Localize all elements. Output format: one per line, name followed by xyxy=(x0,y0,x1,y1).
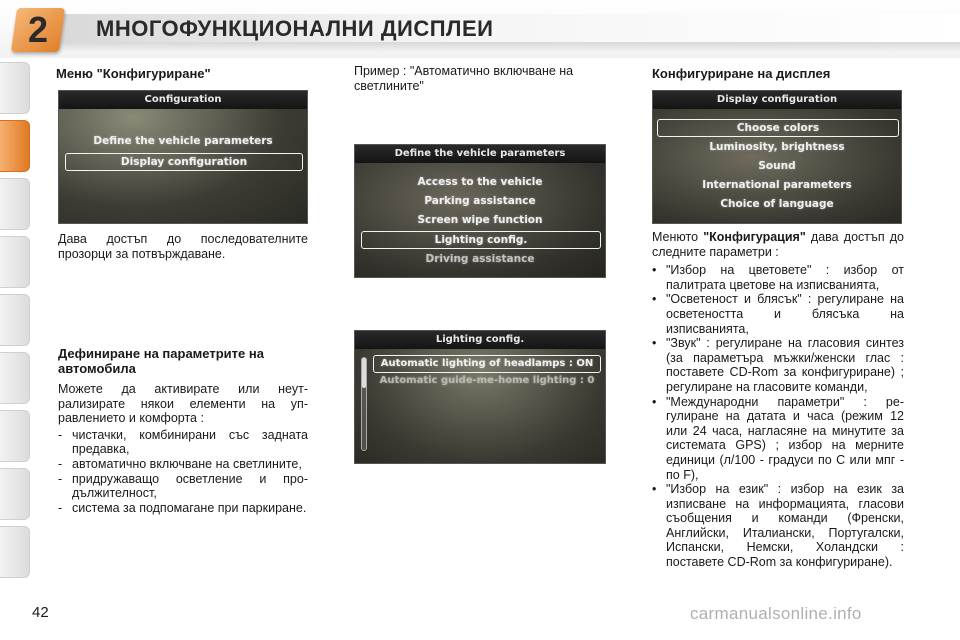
list-item: - система за подпомагане при паркиране. xyxy=(58,501,308,516)
screen-title: Define the vehicle parameters xyxy=(355,145,605,163)
screen-lighting-config xyxy=(354,330,606,464)
screen-item: Screen wipe function xyxy=(417,214,543,226)
section-heading-config-menu: Меню "Конфигуриране" xyxy=(56,66,211,81)
screen-item: Parking assistance xyxy=(424,195,536,207)
list-item: • "Осветеност и блясък" : регулиране на осветеността и блясъка на изписванията, xyxy=(652,292,904,336)
column-left xyxy=(56,60,310,81)
screen-title: Lighting config. xyxy=(355,331,605,349)
list-item: - придружаващо осветление и продължителност, xyxy=(58,472,308,501)
chapter-tab-7[interactable] xyxy=(0,410,30,462)
screen-scrollbar xyxy=(361,357,367,451)
caption-example: Пример : "Автоматично включване на светлините" xyxy=(354,64,574,93)
screen-title: Display configuration xyxy=(653,91,901,109)
chapter-tab-3[interactable] xyxy=(0,178,30,230)
section-display-config xyxy=(652,66,904,81)
section-vehicle-params xyxy=(58,346,308,515)
chapter-number: 2 xyxy=(27,9,49,50)
watermark: carmanualsonline.info xyxy=(690,604,862,623)
screen-vehicle-params xyxy=(354,144,606,278)
screen-item-selected: Display configuration xyxy=(65,153,303,171)
display-config-intro: Менюто "Конфигурация" дава достъп до следните параметри : xyxy=(652,230,904,259)
screen-item-selected: Lighting config. xyxy=(361,231,601,249)
display-config-text xyxy=(652,230,904,570)
section-text: Можете да активирате или неутрализирате някои елементи на управлението и комфорта : xyxy=(58,382,308,426)
screen-item: Driving assistance xyxy=(425,253,535,265)
chapter-tab-9[interactable] xyxy=(0,526,30,578)
section-heading-vehicle-params: Дефиниране на параметрите на автомобила xyxy=(58,346,264,376)
list-item: - чистачки, комбинирани със задната предавка, xyxy=(58,428,308,457)
chapter-tab-1[interactable] xyxy=(0,62,30,114)
screen-item: Automatic guide-me-home lighting : 0 xyxy=(379,375,595,386)
screen-display-configuration xyxy=(652,90,902,224)
caption-config: Дава достъп до последователните прозорци за потвърждаване. xyxy=(58,232,308,261)
page-title: МНОГОФУНКЦИОНАЛНИ ДИСПЛЕИ xyxy=(96,16,494,41)
screen-item: International parameters xyxy=(702,179,852,191)
screen-item: Choice of language xyxy=(720,198,834,210)
section-heading-display-config: Конфигуриране на дисплея xyxy=(652,66,831,81)
list-item: • "Избор на език" : избор на език за изписване на информацията, гласови съобщения и команди (Френски, Английски, Италиански, Португалски, Испански, Немски, Холандски : поставете CD-Rom за конфигуриране). xyxy=(652,482,904,570)
screen-configuration xyxy=(58,90,308,224)
page-number: 42 xyxy=(32,604,49,621)
screen-item-selected: Automatic lighting of headlamps : ON xyxy=(373,355,601,373)
list-item: - автоматично включване на светлините, xyxy=(58,457,308,472)
chapter-tab-6[interactable] xyxy=(0,352,30,404)
display-params-list xyxy=(652,263,904,569)
list-item: • "Звук" : регулиране на гласовия синтез (за параметъра мъжки/женски глас : поставете CD-Rom за конфигуриране) ; регулиране на гласовите команди, xyxy=(652,336,904,394)
screen-item: Access to the vehicle xyxy=(417,176,543,188)
list-item: • "Избор на цветовете" : избор от палитрата цветове на изписванията, xyxy=(652,263,904,292)
screen-item: Sound xyxy=(758,160,796,172)
chapter-tab-4[interactable] xyxy=(0,236,30,288)
chapter-tab-8[interactable] xyxy=(0,468,30,520)
screen-item: Define the vehicle parameters xyxy=(93,135,273,147)
list-item: • "Международни параметри" : регулиране на датата и часа (режим 12 или 24 часа, нагласяне на минутите за системата GPS) ; избор на мерните единици (л/100 - градуси по С или мпг - по F), xyxy=(652,395,904,483)
screen-item: Luminosity, brightness xyxy=(709,141,845,153)
screen-item-selected: Choose colors xyxy=(657,119,899,137)
chapter-tab-rail xyxy=(0,62,32,582)
chapter-tab-2-active[interactable] xyxy=(0,120,30,172)
vehicle-params-list xyxy=(58,428,308,516)
chapter-tab-5[interactable] xyxy=(0,294,30,346)
screen-title: Configuration xyxy=(59,91,307,109)
